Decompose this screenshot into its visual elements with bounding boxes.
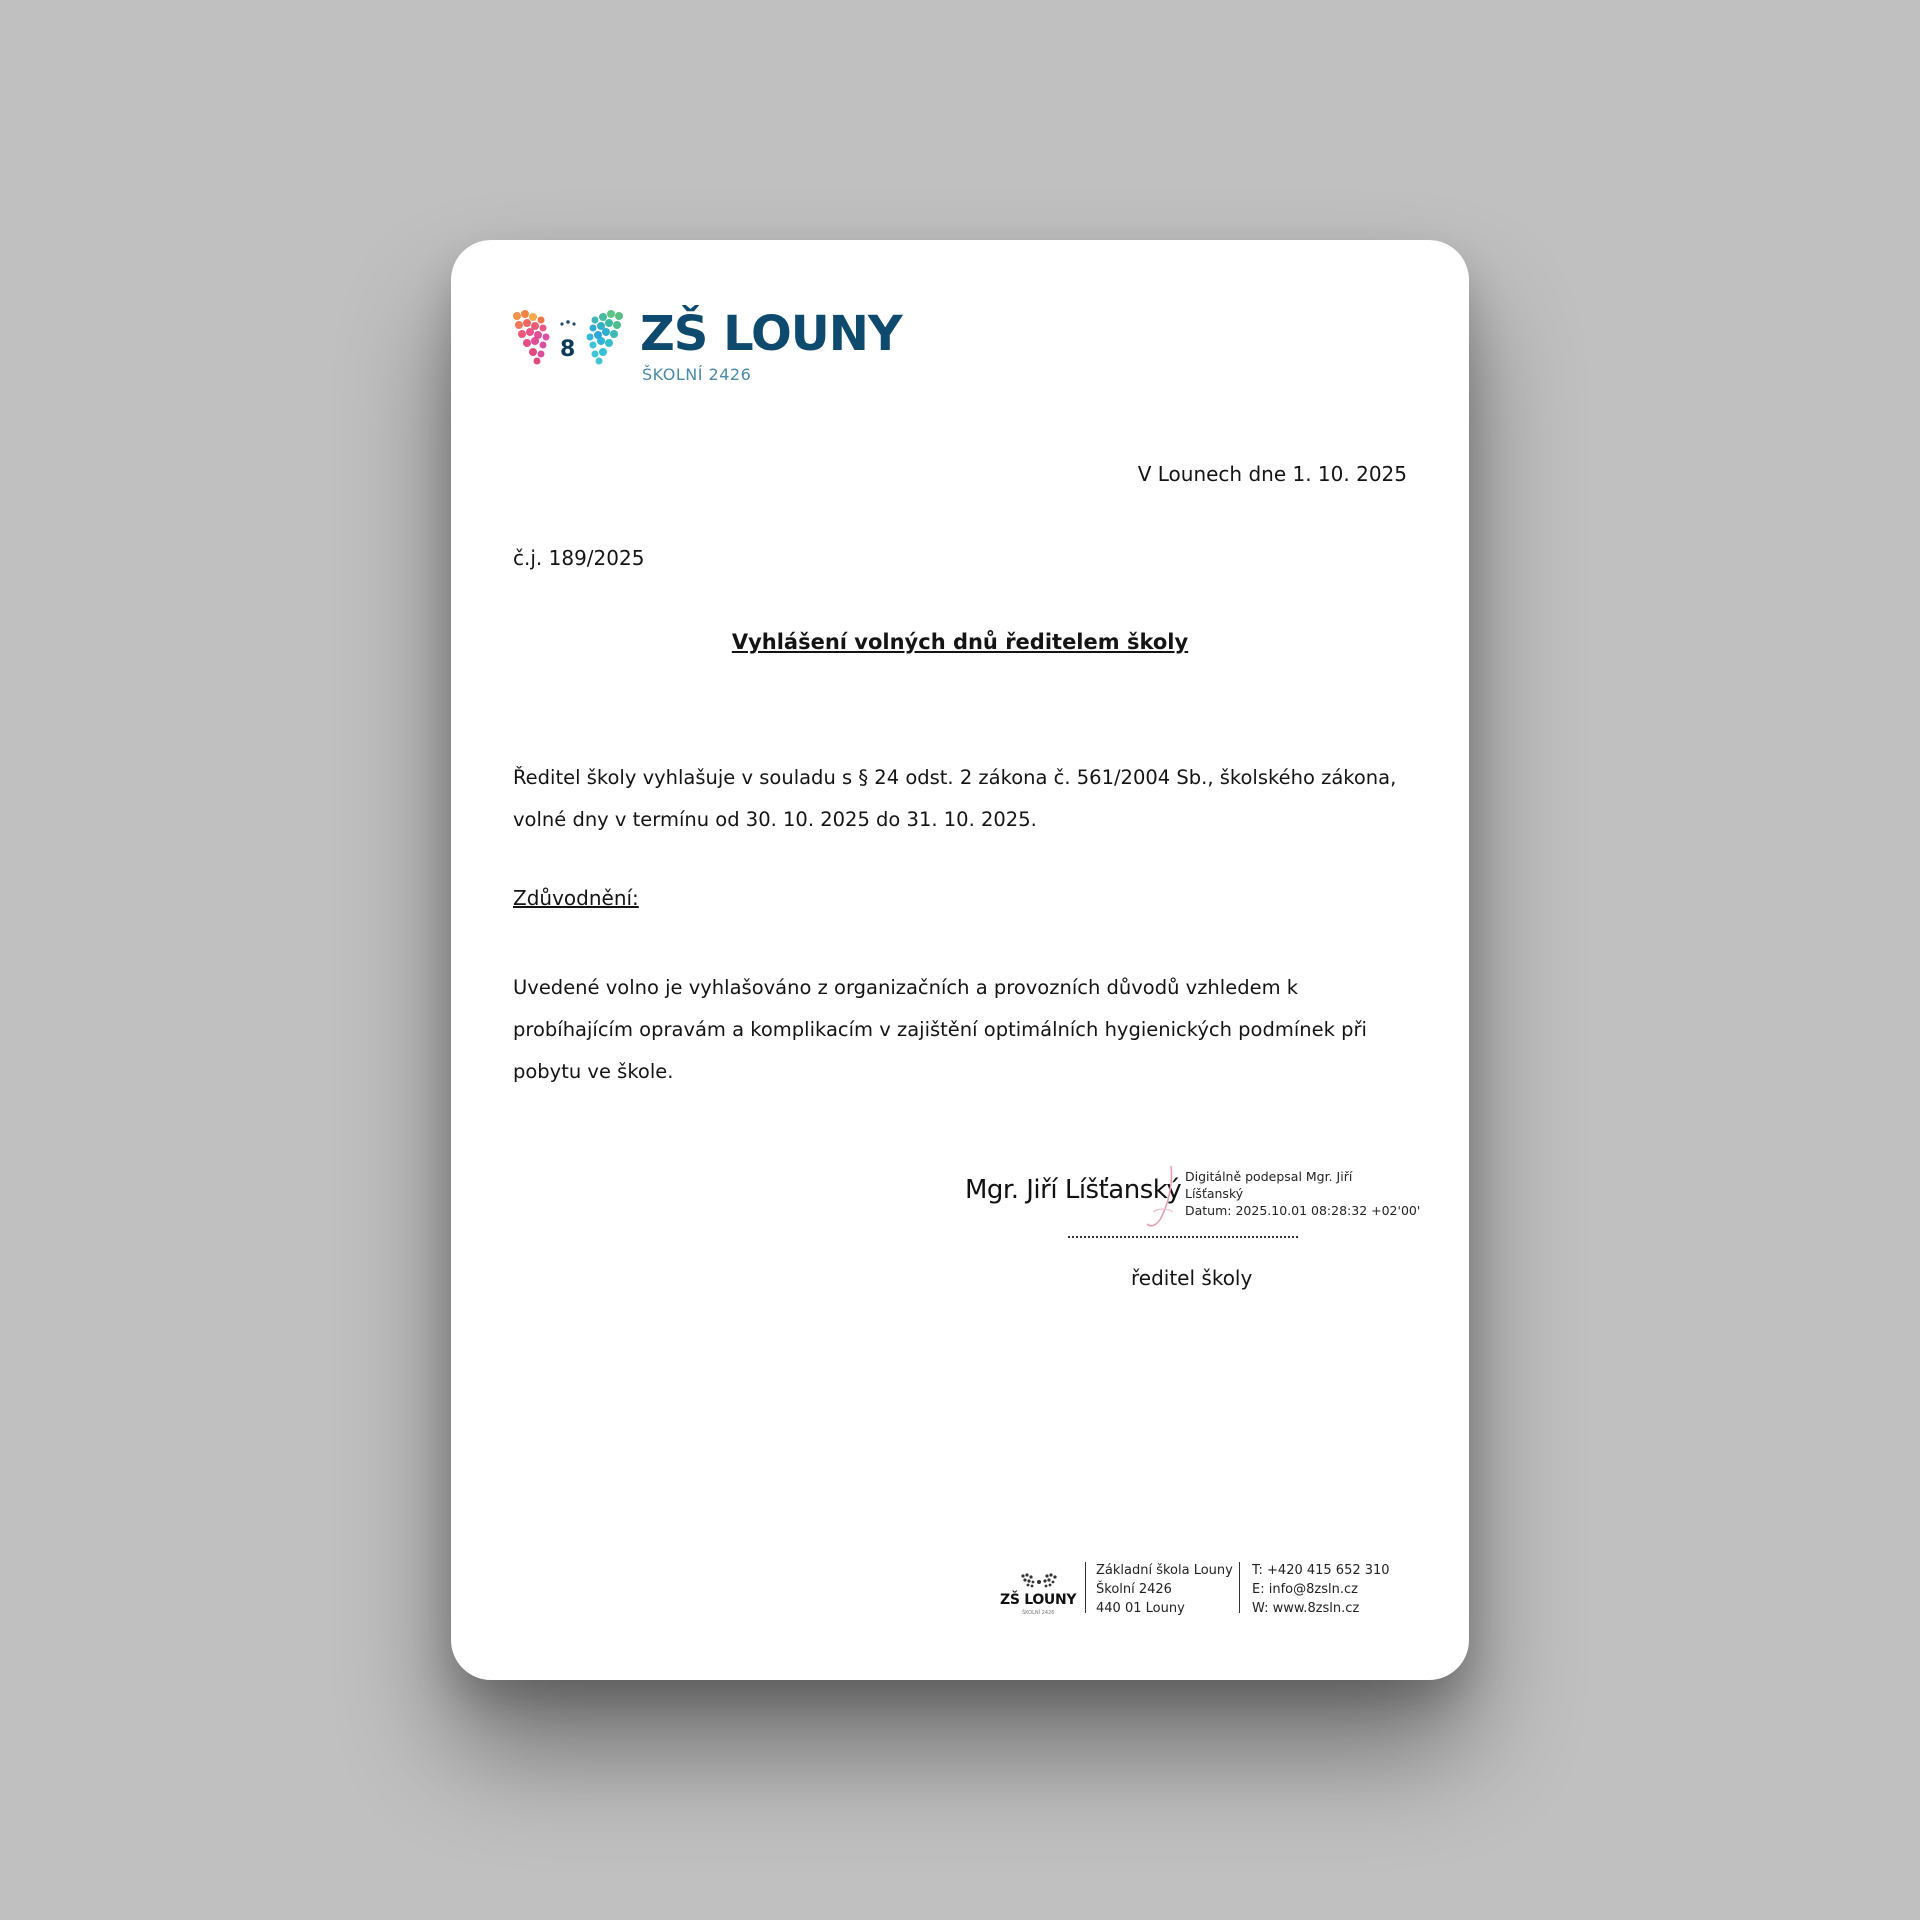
footer-address — [1096, 1561, 1233, 1618]
signature-mark-icon — [1143, 1162, 1183, 1232]
footer-logo-subtitle: ŠKOLNÍ 2426 — [1022, 1610, 1055, 1616]
footer-address-line: Základní škola Louny — [1096, 1563, 1233, 1578]
footer-logo-title: ZŠ LOUNY — [1000, 1592, 1077, 1608]
document-page — [451, 240, 1469, 1680]
school-logo-icon — [513, 308, 623, 388]
footer-website: W: www.8zsln.cz — [1252, 1601, 1360, 1616]
footer-phone: T: +420 415 652 310 — [1252, 1563, 1390, 1578]
footer-divider — [1239, 1562, 1240, 1613]
logo-number: 8 — [560, 337, 576, 362]
digital-signature-details — [1185, 1168, 1425, 1219]
digital-signature-line: Digitálně podepsal Mgr. Jiří — [1185, 1169, 1353, 1184]
footer-address-line: 440 01 Louny — [1096, 1601, 1185, 1616]
digital-signature-date: Datum: 2025.10.01 08:28:32 +02'00' — [1185, 1203, 1421, 1218]
logo-subtitle: ŠKOLNÍ 2426 — [642, 365, 752, 384]
announcement-paragraph: Ředitel školy vyhlašuje v souladu s § 24 odst. 2 zákona č. 561/2004 Sb., školského zákona, volné dny v termínu od 30. 10. 2025 do 31. 10. 2025. — [513, 766, 1397, 831]
reason-paragraph: Uvedené volno je vyhlašováno z organizačních a provozních důvodů vzhledem k probíhajícím opravám a komplikacím v zajištění optimálních hygienických podmínek při pobytu ve škole. — [513, 976, 1367, 1083]
date-line: V Lounech dne 1. 10. 2025 — [1137, 462, 1407, 486]
reference-number: č.j. 189/2025 — [513, 546, 645, 570]
footer-email: E: info@8zsln.cz — [1252, 1582, 1358, 1597]
footer-divider — [1085, 1562, 1086, 1613]
digital-signature-line: Líšťanský — [1185, 1186, 1244, 1201]
footer-address-line: Školní 2426 — [1096, 1582, 1172, 1597]
signatory-name: Mgr. Jiří Líšťanský — [965, 1175, 1182, 1205]
footer-contact — [1252, 1561, 1390, 1618]
signature-line — [1068, 1236, 1298, 1238]
signatory-role: ředitel školy — [1131, 1266, 1253, 1290]
logo-title: ZŠ LOUNY — [640, 306, 902, 362]
reason-label: Zdůvodnění: — [513, 886, 639, 910]
document-title: Vyhlášení volných dnů ředitelem školy — [731, 630, 1189, 654]
